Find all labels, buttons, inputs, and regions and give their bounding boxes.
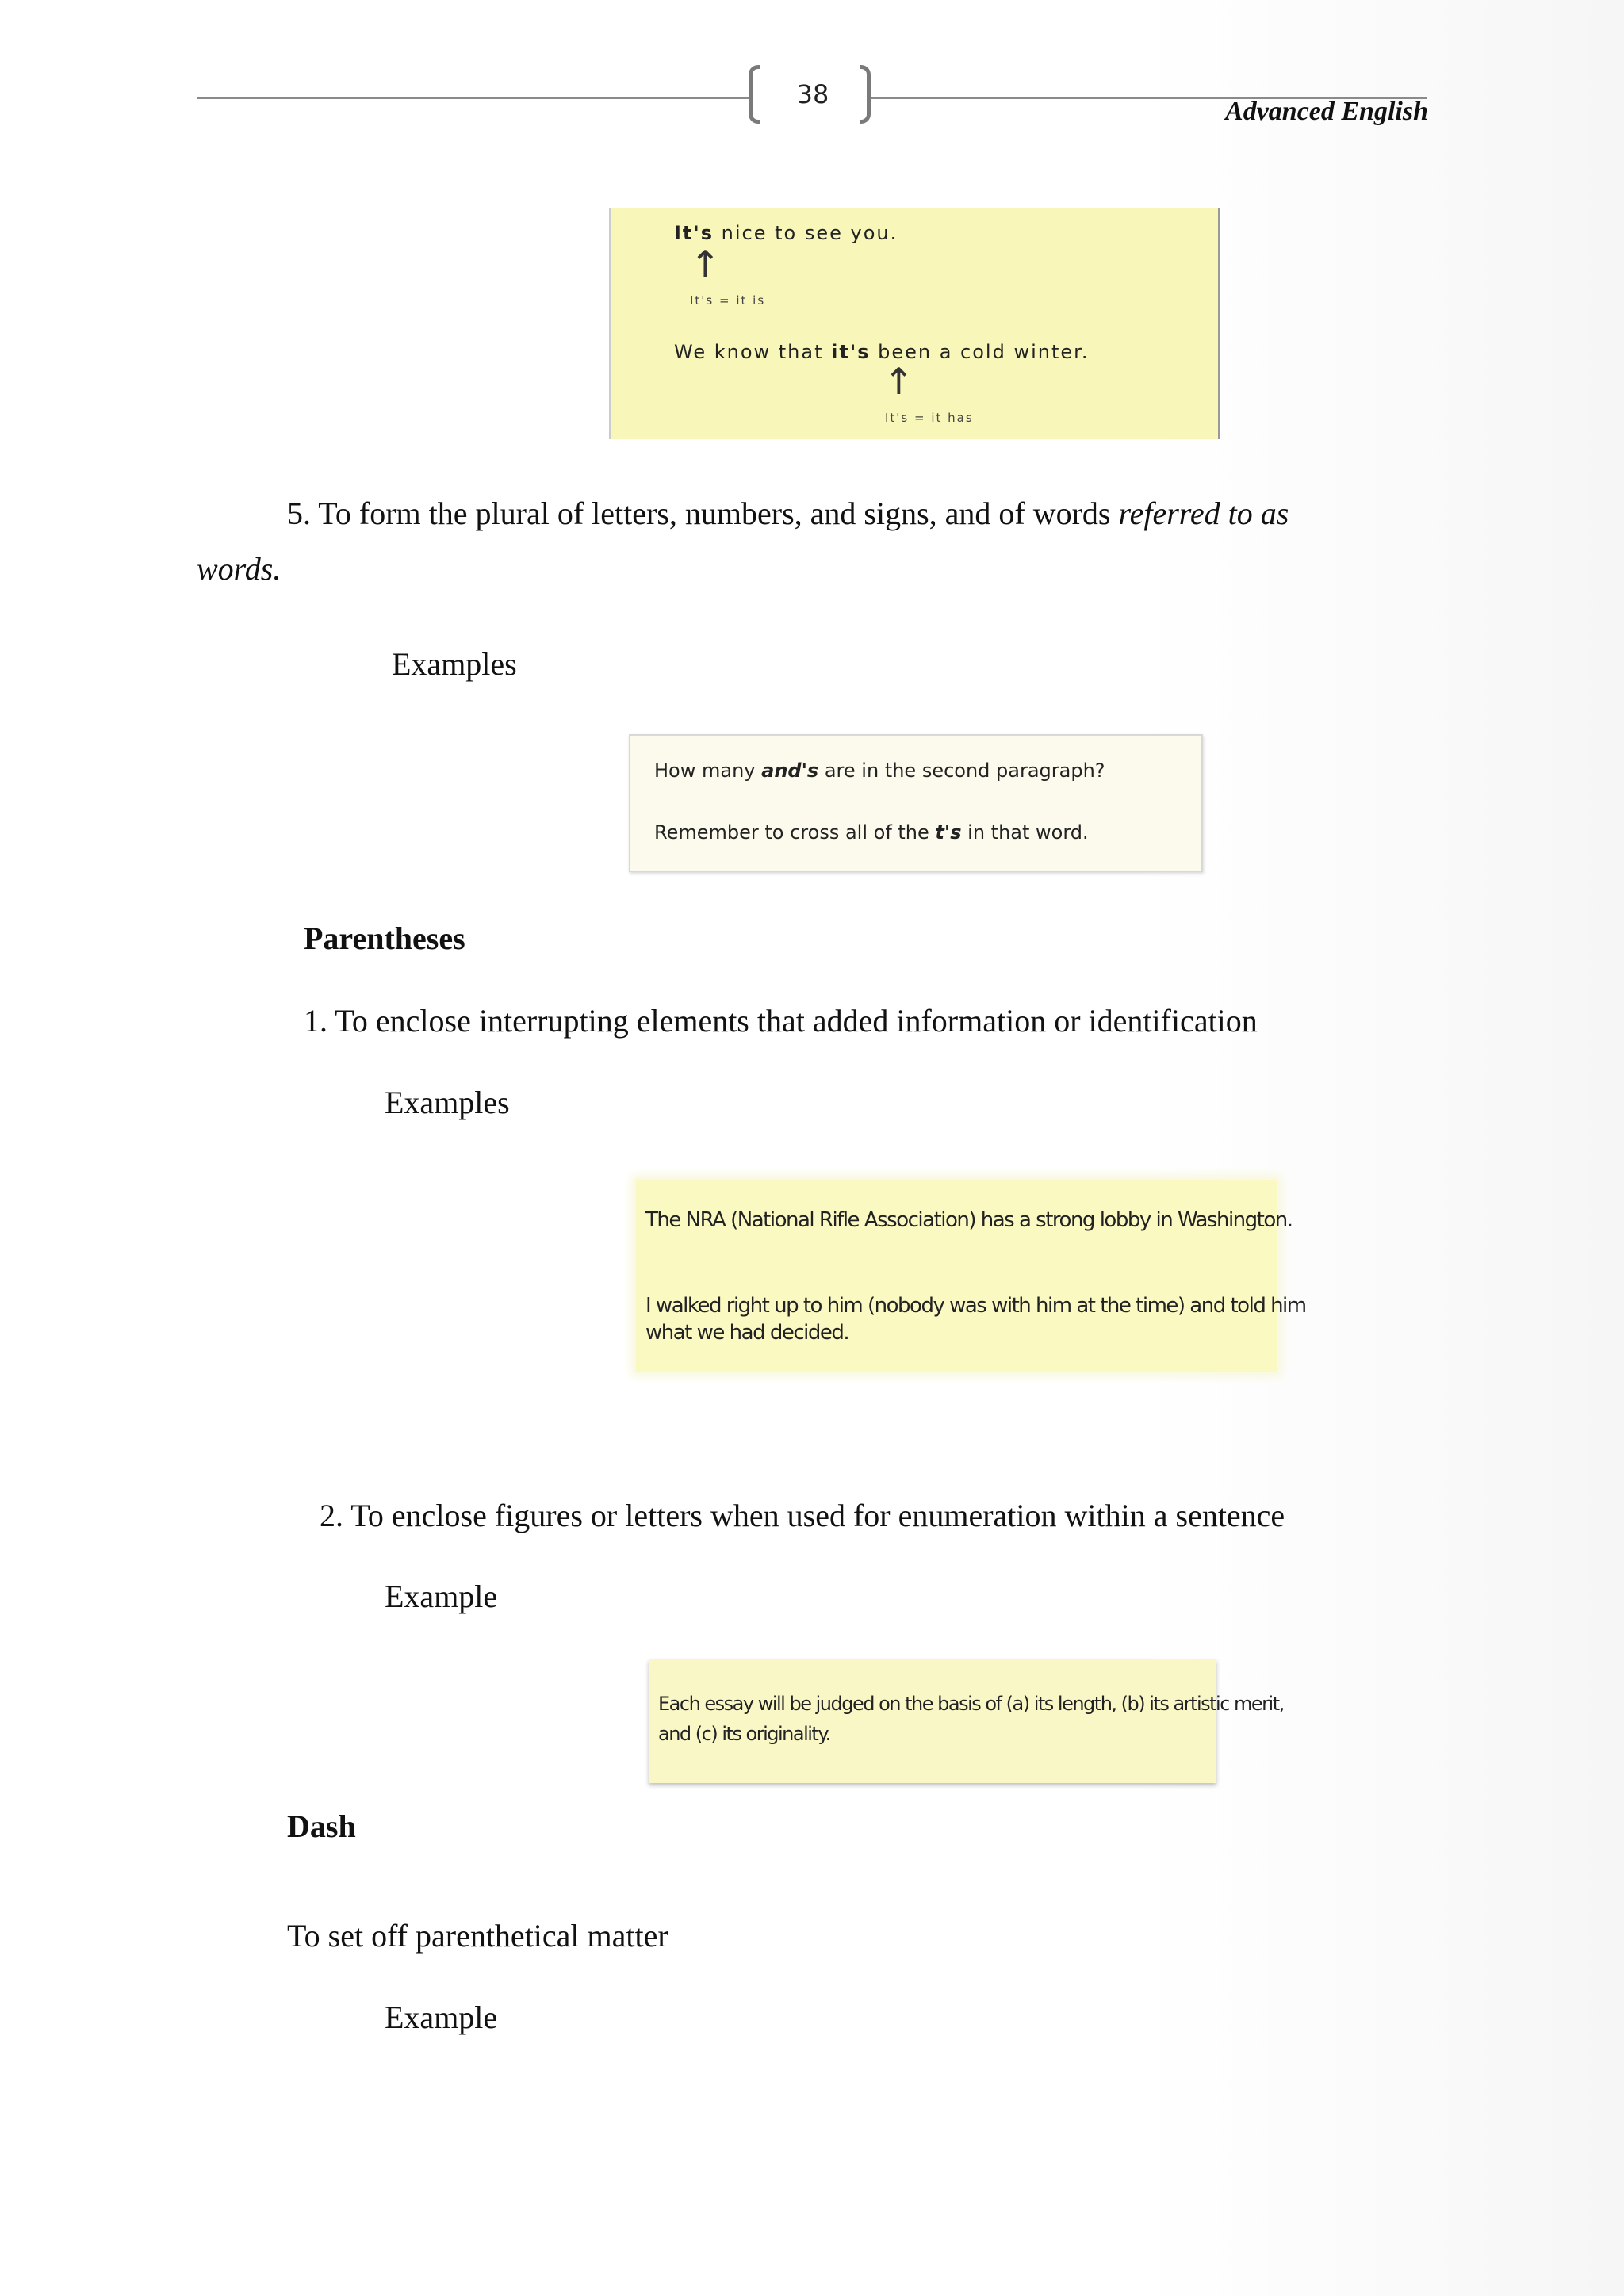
example-line-cold-winter: We know that it's been a cold winter. <box>674 341 1090 363</box>
note-its-it-has: It's = it has <box>885 411 974 425</box>
page-number: 38 <box>796 79 829 109</box>
header-rule-left <box>197 97 749 99</box>
example-label: Example <box>385 1999 498 2035</box>
running-title: Advanced English <box>1225 97 1428 126</box>
parentheses-rule-2: 2. To enclose figures or letters when used for enumeration within a sentence <box>320 1498 1285 1533</box>
example-line-ands: How many and's are in the second paragraph? <box>654 760 1105 782</box>
example-label: Example <box>385 1578 498 1614</box>
example-line-decided: what we had decided. <box>645 1321 849 1345</box>
example-image-parentheses <box>636 1180 1306 1372</box>
examples-label: Examples <box>385 1085 510 1120</box>
rule-5-line2: words. <box>197 551 282 587</box>
example-line-nra: The NRA (National Rifle Association) has a strong lobby in Washington. <box>645 1208 1293 1232</box>
example-line-originality: and (c) its originality. <box>658 1723 830 1745</box>
examples-label: Examples <box>392 646 517 682</box>
rule-5-line1: 5. To form the plural of letters, numbers, and signs, and of words referred to as <box>287 496 1289 531</box>
example-line-essay: Each essay will be judged on the basis of (a) its length, (b) its artistic merit, <box>658 1693 1284 1715</box>
arrow-up-icon: ↑ <box>883 360 914 403</box>
example-image-its <box>609 208 1220 439</box>
right-brace-decoration <box>860 65 871 124</box>
example-line-its-nice: It's nice to see you. <box>674 222 898 244</box>
left-brace-decoration <box>749 65 760 124</box>
dash-heading: Dash <box>287 1808 356 1844</box>
example-image-enumeration <box>649 1659 1284 1783</box>
dash-rule: To set off parenthetical matter <box>287 1918 668 1954</box>
example-line-ts: Remember to cross all of the t's in that word. <box>654 821 1089 844</box>
parentheses-heading: Parentheses <box>304 920 465 956</box>
example-line-walked: I walked right up to him (nobody was with him at the time) and told him <box>645 1294 1306 1318</box>
example-image-plurals <box>629 734 1203 872</box>
arrow-up-icon: ↑ <box>690 243 721 285</box>
note-its-it-is: It's = it is <box>690 293 766 308</box>
parentheses-rule-1: 1. To enclose interrupting elements that added information or identification <box>304 1003 1258 1039</box>
